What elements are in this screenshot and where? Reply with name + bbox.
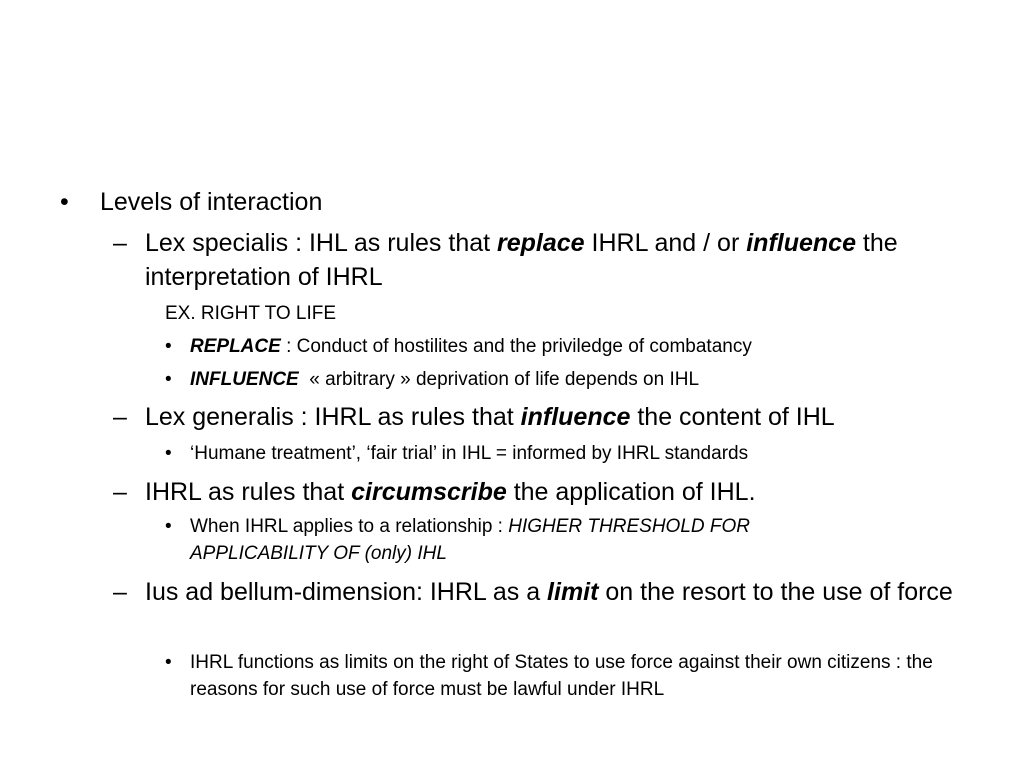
dash-icon: – bbox=[113, 578, 127, 606]
emphasis-circumscribe: circumscribe bbox=[351, 478, 507, 506]
bullet-icon: • bbox=[60, 188, 69, 216]
sub-bullet-text bbox=[190, 513, 870, 567]
bullet-icon: • bbox=[165, 443, 172, 464]
emphasis-influence: INFLUENCE bbox=[190, 369, 299, 390]
text-segment: Lex specialis : IHL as rules that bbox=[145, 229, 498, 257]
bullet-icon: • bbox=[165, 516, 172, 537]
sub-bullet-text: ‘Humane treatment’, ‘fair trial’ in IHL = informed by IHRL standards bbox=[190, 443, 749, 464]
text-segment: IHRL as rules that bbox=[145, 478, 352, 506]
bullet-icon: • bbox=[165, 369, 172, 390]
dash-item-text bbox=[145, 226, 985, 294]
bullet-icon: • bbox=[165, 336, 172, 357]
sub-bullet-text bbox=[190, 366, 950, 393]
dash-icon: – bbox=[113, 478, 127, 506]
emphasis-limit: limit bbox=[547, 578, 599, 606]
dash-icon: – bbox=[113, 403, 127, 431]
sub-bullet-text bbox=[190, 333, 950, 360]
text-segment: When IHRL applies to a relationship : bbox=[190, 516, 509, 537]
dash-item-text bbox=[145, 400, 985, 434]
bullet-icon: • bbox=[165, 652, 172, 673]
example-label: EX. RIGHT TO LIFE bbox=[165, 303, 337, 324]
dash-icon: – bbox=[113, 229, 127, 257]
text-segment: Ius ad bellum-dimension: IHRL as a bbox=[145, 578, 548, 606]
text-segment: Lex generalis : IHRL as rules that bbox=[145, 403, 521, 431]
text-segment: « arbitrary » deprivation of life depends on IHL bbox=[298, 369, 700, 390]
text-segment: the interpretation of IHRL bbox=[145, 229, 898, 291]
emphasis-influence: influence bbox=[520, 403, 631, 431]
emphasis-higher-threshold: HIGHER THRESHOLD FOR APPLICABILITY OF (only) IHL bbox=[190, 516, 750, 564]
dash-item-text bbox=[145, 575, 970, 609]
text-segment: the content of IHL bbox=[630, 403, 835, 431]
text-segment: : Conduct of hostilites and the priviledge of combatancy bbox=[280, 336, 752, 357]
text-segment: on the resort to the use of force bbox=[598, 578, 953, 606]
bullet-text: Levels of interaction bbox=[100, 188, 323, 216]
emphasis-influence: influence bbox=[746, 229, 856, 257]
text-segment: the application of IHL. bbox=[506, 478, 756, 506]
emphasis-replace: REPLACE bbox=[190, 336, 281, 357]
emphasis-replace: replace bbox=[497, 229, 585, 257]
text-segment: IHRL and / or bbox=[584, 229, 747, 257]
dash-item-text bbox=[145, 475, 985, 509]
sub-bullet-text: IHRL functions as limits on the right of States to use force against their own citizens : the reasons for such use of force must be lawful under IHRL bbox=[190, 652, 933, 700]
